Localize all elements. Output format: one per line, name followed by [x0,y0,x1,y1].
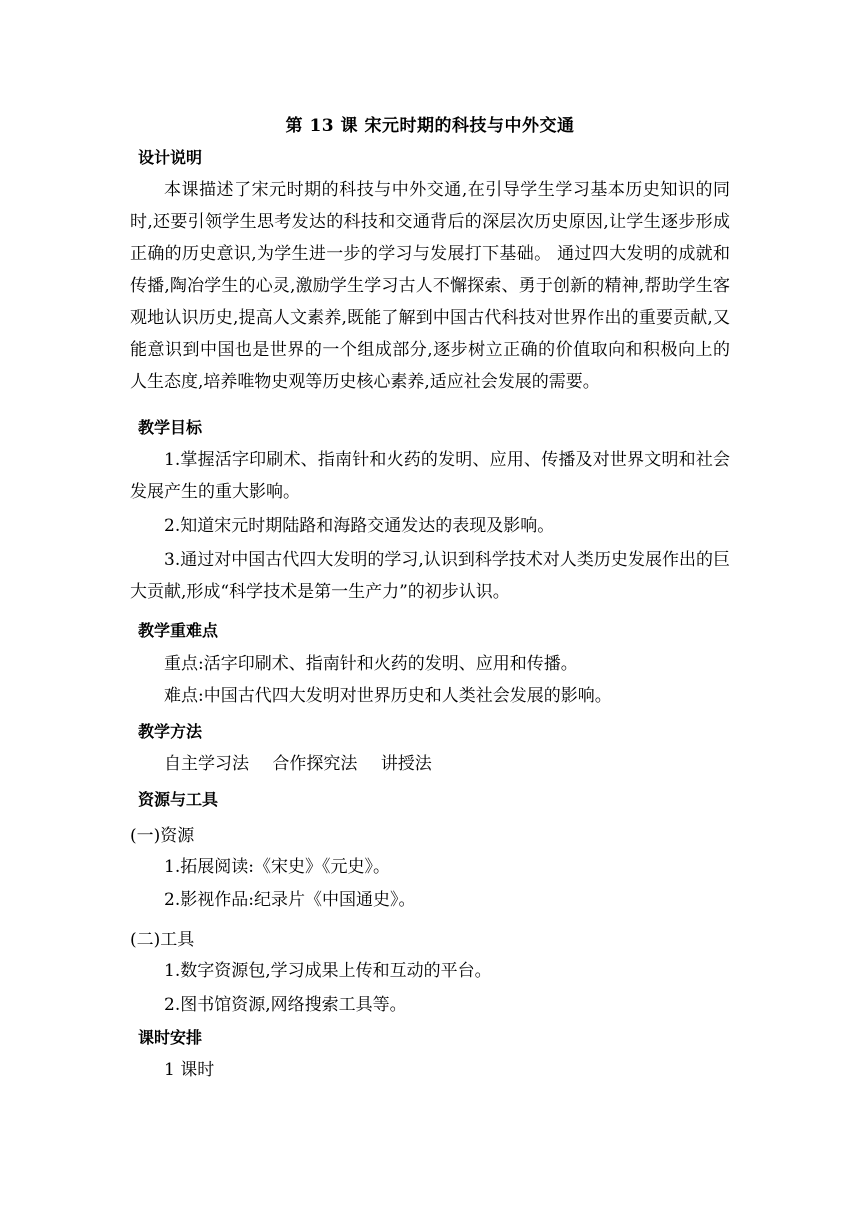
section-heading-methods: 教学方法 [138,722,203,741]
tool-item-2: 2.图书馆资源,网络搜索工具等。 [164,995,407,1015]
keypoint-difficult: 难点:中国古代四大发明对世界历史和人类社会发展的影响。 [164,686,612,706]
schedule-value: 1 课时 [164,1060,215,1080]
method-item: 讲授法 [380,754,432,774]
methods-list [164,748,730,780]
method-item: 合作探究法 [272,754,358,774]
design-paragraph: 本课描述了宋元时期的科技与中外交通,在引导学生学习基本历史知识的同时,还要引领学生思考发达的科技和交通背后的深层次历史原因,让学生逐步形成正确的历史意识,为学生进一步的学习与发展打下基础。 通过四大发明的成就和传播,陶冶学生的心灵,激励学生学习古人不懈探索、勇于创新的精神,帮助学生客观地认识历史,提高人文素养,既能了解到中国古代科技对世界作出的重要贡献,又能意识到中国也是世界的一个组成部分,逐步树立正确的价值取向和积极向上的人生态度,培养唯物史观等历史核心素养,适应社会发展的需要。 [130,180,730,392]
tools-subheading: (二)工具 [130,930,195,950]
goal-item-1: 1.掌握活字印刷术、指南针和火药的发明、应用、传播及对世界文明和社会发展产生的重大影响。 [130,450,730,502]
section-heading-schedule: 课时安排 [138,1028,203,1047]
keypoint-important: 重点:活字印刷术、指南针和火药的发明、应用和传播。 [164,654,578,674]
section-heading-goals: 教学目标 [138,418,203,437]
section-heading-design: 设计说明 [138,148,203,167]
goal-item-2: 2.知道宋元时期陆路和海路交通发达的表现及影响。 [164,516,555,536]
section-heading-resources: 资源与工具 [138,790,219,809]
method-item: 自主学习法 [164,754,249,774]
resource-item-1: 1.拓展阅读:《宋史》《元史》。 [164,857,390,877]
page-title: 第 13 课 宋元时期的科技与中外交通 [285,116,575,136]
resource-item-2: 2.影视作品:纪录片《中国通史》。 [164,890,416,910]
resources-subheading: (一)资源 [130,826,195,846]
section-heading-keypoints: 教学重难点 [138,621,219,640]
goal-item-3: 3.通过对中国古代四大发明的学习,认识到科学技术对人类历史发展作出的巨大贡献,形成“科学技术是第一生产力”的初步认识。 [130,550,730,602]
tool-item-1: 1.数字资源包,学习成果上传和互动的平台。 [164,961,492,981]
